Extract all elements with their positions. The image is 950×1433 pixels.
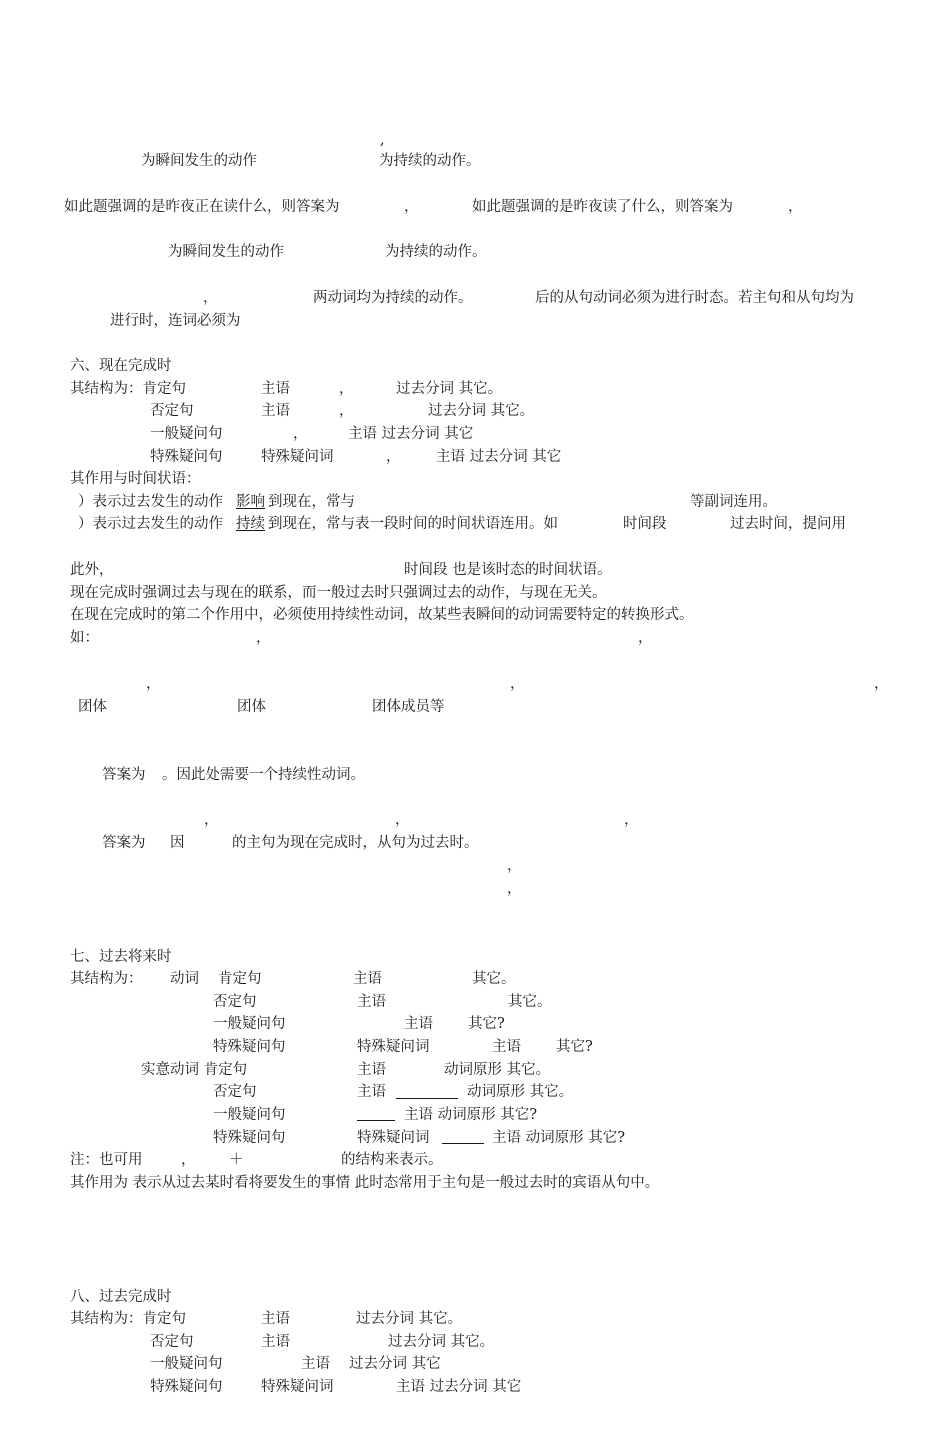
text-fragment: 主语 过去分词 其它 [396, 1379, 522, 1395]
text-fragment: 主语 [261, 403, 290, 419]
text-fragment: ， [874, 676, 889, 692]
text-fragment: 在现在完成时的第二个作用中，必须使用持续性动词，故某些表瞬间的动词需要特定的转换形式。 [70, 607, 694, 623]
text-fragment: ， [404, 199, 419, 215]
text-fragment: 特殊疑问词 [357, 1130, 430, 1146]
text-fragment: 动词原形 其它。 [444, 1062, 551, 1078]
text-fragment: 团体 [78, 699, 107, 715]
text-fragment: 实意动词 肯定句 [141, 1062, 248, 1078]
text-fragment: 主语 动词原形 其它? [404, 1107, 537, 1123]
text-fragment: 特殊疑问词 [357, 1039, 430, 1055]
text-fragment: ）表示过去发生的动作 [78, 494, 223, 510]
text-fragment: ）表示过去发生的动作 [78, 516, 223, 532]
text-fragment: 其它? [556, 1039, 593, 1055]
text-fragment: 为瞬间发生的动作 [141, 153, 257, 169]
text-fragment: 主语 动词原形 其它? [492, 1130, 625, 1146]
text-fragment: 一般疑问句 [213, 1016, 286, 1032]
text-fragment: ， [395, 812, 410, 828]
text-fragment: 如： [70, 630, 99, 646]
text-fragment: 持续 [236, 516, 265, 532]
text-fragment: ， [386, 449, 401, 465]
text-fragment: 其它? [468, 1016, 505, 1032]
text-fragment: 时间段 [623, 516, 667, 532]
text-fragment: 如此题强调的是昨夜正在读什么，则答案为 [64, 199, 340, 215]
text-fragment: 的结构来表示。 [341, 1152, 443, 1168]
text-fragment: 现在完成时强调过去与现在的联系，而一般过去时只强调过去的动作，与现在无关。 [70, 585, 607, 601]
text-fragment: 特殊疑问句 [213, 1039, 286, 1055]
text-fragment: 特殊疑问句 [150, 449, 223, 465]
text-fragment: , [380, 132, 385, 148]
text-fragment: ＋ [229, 1152, 244, 1168]
text-fragment: ， [181, 1152, 196, 1168]
text-fragment: ， [339, 381, 354, 397]
text-fragment: 其它。 [508, 994, 552, 1010]
text-fragment: 否定句 [213, 994, 257, 1010]
text-fragment: 特殊疑问词 [261, 449, 334, 465]
text-fragment: 特殊疑问词 [261, 1379, 334, 1395]
text-fragment: 过去分词 其它。 [396, 381, 503, 397]
text-fragment: 团体 [237, 699, 266, 715]
text-fragment: 答案为 [102, 767, 146, 783]
text-fragment: 主语 [404, 1016, 433, 1032]
fill-blank-line [396, 1098, 458, 1099]
text-fragment: 七、过去将来时 [70, 949, 172, 965]
text-fragment: ， [507, 858, 522, 874]
text-fragment: ， [638, 630, 653, 646]
text-fragment: 其结构为：肯定句 [70, 381, 186, 397]
text-fragment: 因 [170, 835, 185, 851]
text-fragment: 其它。 [472, 971, 516, 987]
text-fragment: 后的从句动词必须为进行时态。若主句和从句均为 [535, 290, 854, 306]
text-fragment: ， [293, 426, 308, 442]
text-fragment: 过去时间，提问用 [730, 516, 846, 532]
text-fragment: 肯定句 [218, 971, 262, 987]
text-fragment: 主语 [261, 1311, 290, 1327]
text-fragment: 六、现在完成时 [70, 358, 172, 374]
text-fragment: ， [203, 290, 218, 306]
text-fragment: ， [624, 812, 639, 828]
text-fragment: 否定句 [150, 403, 194, 419]
text-fragment: ， [788, 199, 803, 215]
text-fragment: 一般疑问句 [150, 1356, 223, 1372]
text-fragment: 此外， [70, 562, 114, 578]
text-fragment: 主语 过去分词 其它 [348, 426, 474, 442]
text-fragment: 否定句 [213, 1084, 257, 1100]
text-fragment: 特殊疑问句 [213, 1130, 286, 1146]
text-fragment: 过去分词 其它 [349, 1356, 441, 1372]
text-fragment: 一般疑问句 [213, 1107, 286, 1123]
text-fragment: 为瞬间发生的动作 [168, 244, 284, 260]
text-fragment: 动词 [170, 971, 199, 987]
text-fragment: 为持续的动作。 [379, 153, 481, 169]
text-fragment: 主语 过去分词 其它 [436, 449, 562, 465]
text-fragment: 到现在，常与表一段时间的时间状语连用。如 [268, 516, 558, 532]
text-fragment: 影响 [236, 494, 265, 510]
text-fragment: 时间段 也是该时态的时间状语。 [404, 562, 612, 578]
text-fragment: 答案为 [102, 835, 146, 851]
text-fragment: 主语 [357, 994, 386, 1010]
text-fragment: ， [204, 812, 219, 828]
text-fragment: 一般疑问句 [150, 426, 223, 442]
fill-blank-line [442, 1143, 484, 1144]
text-fragment: 主语 [301, 1356, 330, 1372]
fill-blank-line [357, 1120, 395, 1121]
text-fragment: ， [339, 403, 354, 419]
text-fragment: 主语 [357, 1062, 386, 1078]
text-fragment: 为持续的动作。 [385, 244, 487, 260]
text-fragment: 过去分词 其它。 [356, 1311, 463, 1327]
text-fragment: 其结构为：肯定句 [70, 1311, 186, 1327]
text-fragment: 其结构为： [70, 971, 143, 987]
text-fragment: ， [507, 881, 522, 897]
text-fragment: 特殊疑问句 [150, 1379, 223, 1395]
text-fragment: 进行时，连词必须为 [110, 313, 241, 329]
text-fragment: ， [146, 676, 161, 692]
text-fragment: ， [510, 676, 525, 692]
text-fragment: 注：也可用 [70, 1152, 143, 1168]
text-fragment: 过去分词 其它。 [388, 1334, 495, 1350]
text-fragment: 团体成员等 [372, 699, 445, 715]
text-fragment: 否定句 [150, 1334, 194, 1350]
text-fragment: 过去分词 其它。 [428, 403, 535, 419]
text-fragment: 其作用为 表示从过去某时看将要发生的事情 此时态常用于主句是一般过去时的宾语从句中。 [70, 1175, 660, 1191]
text-fragment: 主语 [261, 381, 290, 397]
text-fragment: 的主句为现在完成时，从句为过去时。 [232, 835, 479, 851]
text-fragment: 等副词连用。 [690, 494, 777, 510]
text-fragment: 主语 [353, 971, 382, 987]
text-fragment: 到现在，常与 [268, 494, 355, 510]
text-fragment: 两动词均为持续的动作。 [313, 290, 473, 306]
text-fragment: ， [256, 630, 271, 646]
text-fragment: 主语 [261, 1334, 290, 1350]
text-fragment: 主语 [357, 1084, 386, 1100]
text-fragment: 如此题强调的是昨夜读了什么，则答案为 [472, 199, 733, 215]
text-fragment: 。因此处需要一个持续性动词。 [162, 767, 365, 783]
text-fragment: 八、过去完成时 [70, 1289, 172, 1305]
text-fragment: 动词原形 其它。 [467, 1084, 574, 1100]
text-fragment: 其作用与时间状语： [70, 471, 201, 487]
text-fragment: 主语 [492, 1039, 521, 1055]
